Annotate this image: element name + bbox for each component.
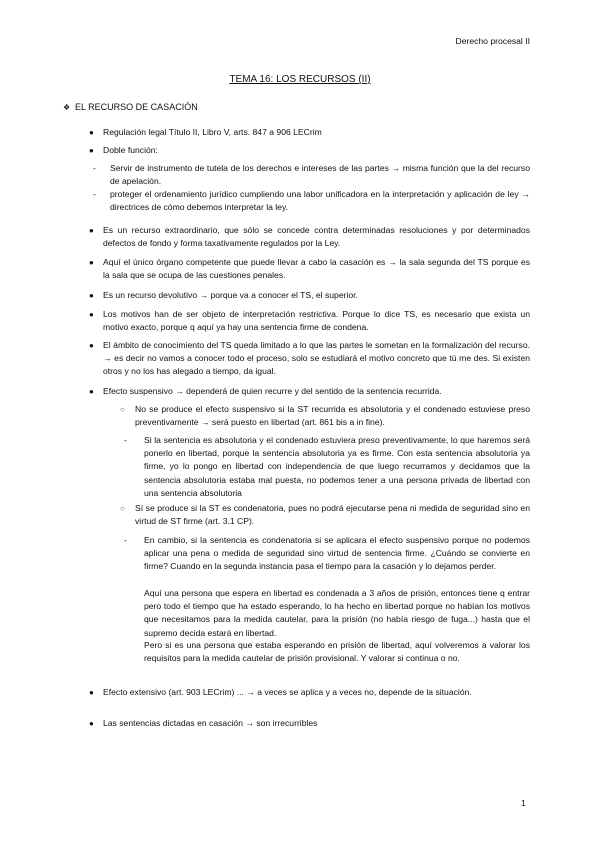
running-header: Derecho procesal II	[455, 36, 530, 46]
list-item	[124, 434, 530, 500]
page-title: TEMA 16: LOS RECURSOS (II)	[229, 74, 371, 85]
item-text: Regulación legal Título II, Libro V, arts. 847 a 906 LECrim	[103, 127, 322, 137]
list-item	[89, 289, 530, 302]
list-item	[124, 534, 530, 574]
bullet-icon: ●	[89, 688, 94, 697]
item-text: Es un recurso extraordinario, que sólo se concede contra determinadas resoluciones y por determinados defectos de fondo y forma taxativamente regulados por la Ley.	[103, 225, 530, 249]
paragraph: Aquí una persona que espera en libertad es condenada a 3 años de prisión, entonces tiene q entrar pero todo el tiempo que ha estado esperando, lo ha hecho en libertad porque no habían los motivos que necesitamos para la medida cautelar, para la prisión (no había riesgo de fuga...) hasta que el supremo decida estará en libertad.	[144, 588, 530, 638]
dash-icon: -	[124, 435, 127, 445]
item-text: Doble función:	[103, 145, 158, 155]
bullet-icon: ●	[89, 341, 94, 350]
item-text: Es un recurso devolutivo → porque va a conocer el TS, el superior.	[103, 290, 358, 300]
item-text: Si la sentencia es absolutoria y el condenado estuviera preso preventivamente, lo que haremos será ponerlo en libertad, porque la sentencia absolutoria ya es firme. Con esta sentencia absolutoria ya firme, yo lo pongo en libertad con independencia de que luego recurramos y decidamos que la sentencia absolutoria estaba mal puesta, no podemos tener a una persona privada de libertad con una sentencia absolutoria	[144, 435, 530, 498]
dash-icon: -	[124, 535, 127, 545]
list-item	[89, 224, 530, 250]
circle-bullet-icon: ○	[120, 405, 125, 414]
item-text: Sí se produce si la ST es condenatoria, pues no podrá ejecutarse pena ni medida de seguridad sino en virtud de ST firme (art. 3.1 CP).	[135, 503, 530, 527]
section-heading	[63, 102, 198, 112]
paragraph: Pero si es una persona que estaba esperando en prisión de libertad, aquí volveremos a valorar los requisitos para la medida cautelar de prisión provisional. Y valorar si continua o no.	[144, 640, 530, 664]
list-item	[89, 686, 530, 699]
bullet-icon: ●	[89, 226, 94, 235]
list-item	[89, 339, 530, 379]
diamond-bullet-icon: ❖	[63, 103, 71, 112]
item-text: proteger el ordenamiento jurídico cumpliendo una labor unificadora en la interpretación y aplicación de ley → directrices de cómo debemos interpretar la ley.	[110, 189, 530, 213]
circle-bullet-icon: ○	[120, 504, 125, 513]
list-item	[89, 256, 530, 282]
item-text: Las sentencias dictadas en casación → son irrecurribles	[103, 718, 318, 728]
bullet-icon: ●	[89, 310, 94, 319]
item-text: No se produce el efecto suspensivo si la ST recurrida es absolutoria y el condenado estuviese preso preventivamente → será puesto en libertad (art. 861 bis a in fine).	[135, 404, 530, 428]
bullet-icon: ●	[89, 146, 94, 155]
item-text: En cambio, si la sentencia es condenatoria si se aplicara el efecto suspensivo porque no podemos aplicar una pena o medida de seguridad sino virtud de sentencia firme. ¿Cuándo se convierte en firme? Cuando en la segunda instancia pasa el tiempo para la casación y lo dejamos perder.	[144, 535, 530, 572]
bullet-icon: ●	[89, 258, 94, 267]
bullet-icon: ●	[89, 387, 94, 396]
list-item	[89, 308, 530, 334]
item-text: Aquí el único órgano competente que puede llevar a cabo la casación es → la sala segunda del TS porque es la sala que se ocupa de las cuestiones penales.	[103, 257, 530, 281]
list-item	[89, 717, 530, 730]
bullet-icon: ●	[89, 719, 94, 728]
list-item	[89, 126, 530, 139]
item-text: Servir de instrumento de tutela de los derechos e intereses de las partes → misma función que la del recurso de apelación.	[110, 163, 530, 187]
list-item	[93, 188, 530, 214]
list-item	[89, 385, 530, 398]
list-item	[93, 162, 530, 188]
bullet-icon: ●	[89, 128, 94, 137]
bullet-icon: ●	[89, 291, 94, 300]
item-text: El ámbito de conocimiento del TS queda limitado a lo que las partes le sometan en la formalización del recurso. → es decir no vamos a conocer todo el proceso, solo se estudiará el motivo concreto que tú me des. Si existen otros y no los has alegado a tiempo, da igual.	[103, 340, 530, 377]
page-number: 1	[521, 798, 526, 808]
section-label: EL RECURSO DE CASACIÓN	[75, 102, 198, 112]
list-item	[120, 403, 530, 429]
list-item	[89, 144, 530, 157]
dash-icon: -	[93, 189, 96, 199]
list-item	[120, 502, 530, 528]
item-text: Efecto suspensivo → dependerá de quien recurre y del sentido de la sentencia recurrida.	[103, 386, 442, 396]
item-text: Efecto extensivo (art. 903 LECrim) ... → a veces se aplica y a veces no, depende de la situación.	[103, 687, 472, 697]
item-text: Los motivos han de ser objeto de interpretación restrictiva. Porque lo dice TS, es necesario que exista un motivo exacto, porque q aquí ya hay una sentencia firme de condena.	[103, 309, 530, 333]
dash-icon: -	[93, 163, 96, 173]
